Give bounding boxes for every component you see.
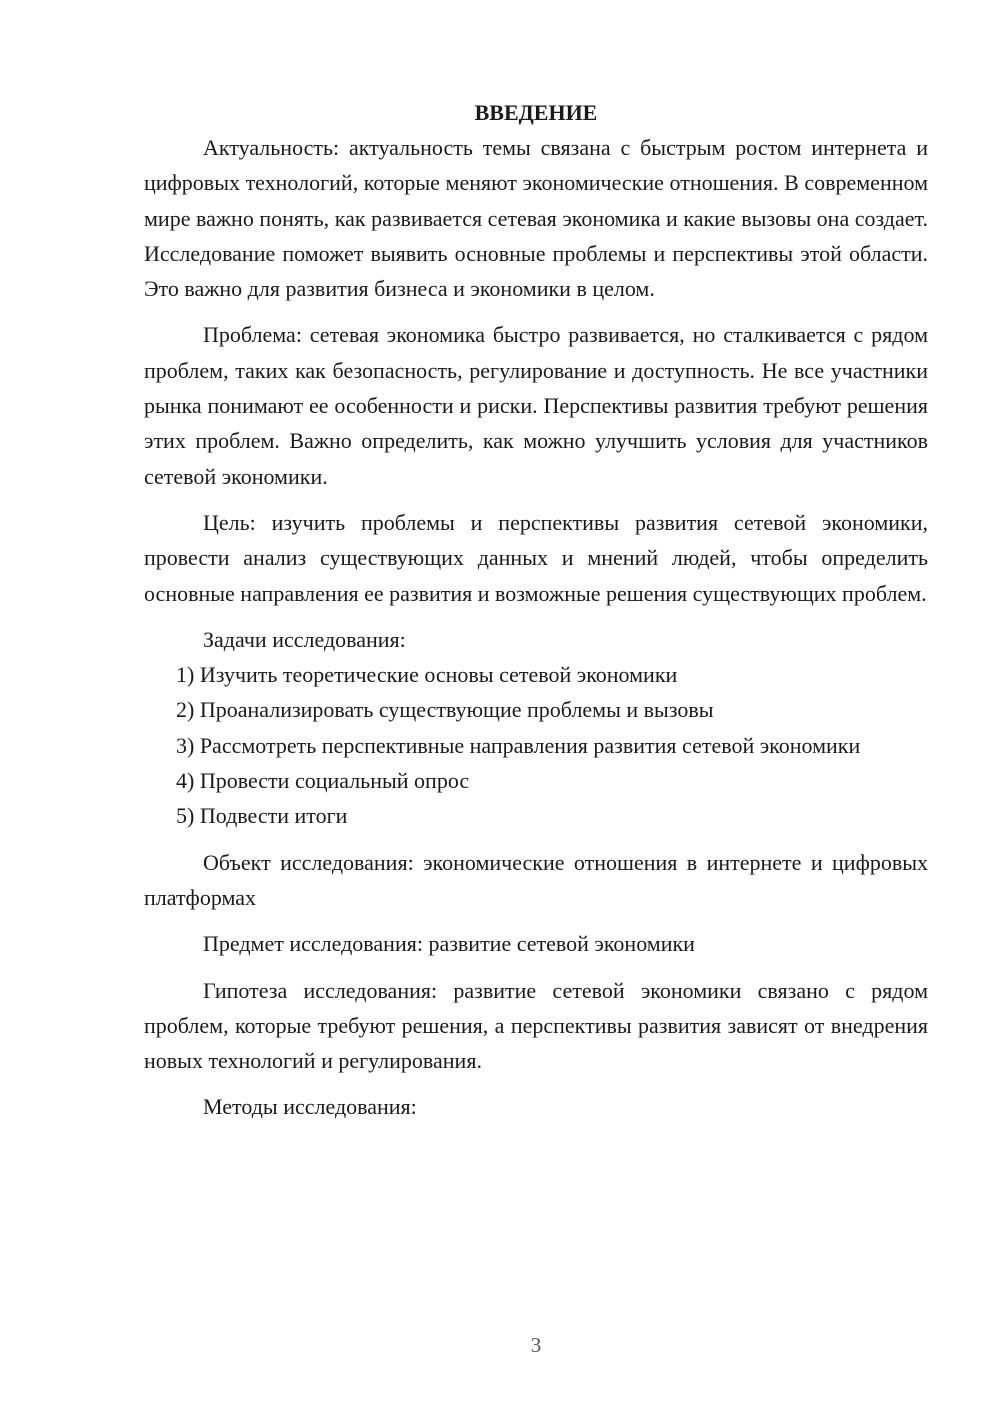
task-item: 4) Провести социальный опрос — [176, 768, 470, 794]
research-object-paragraph: Объект исследования: экономические отношения в интернете и цифровых платформах — [144, 849, 928, 910]
page-body — [144, 95, 928, 1125]
research-subject-paragraph: Предмет исследования: развитие сетевой экономики — [203, 931, 695, 957]
task-item: 2) Проанализировать существующие проблемы и вызовы — [176, 697, 714, 723]
goal-paragraph: Цель: изучить проблемы и перспективы развития сетевой экономики, провести анализ существующих данных и мнений людей, чтобы определить основные направления ее развития и возможные решения существующих проблем. — [144, 509, 928, 606]
page-title: ВВЕДЕНИЕ — [474, 100, 598, 125]
problem-paragraph: Проблема: сетевая экономика быстро развивается, но сталкивается с рядом проблем, таких как безопасность, регулирование и доступность. Не все участники рынка понимают ее особенности и риски. Перспективы развития требуют решения этих проблем. Важно определить, как можно улучшить условия для участников сетевой экономики. — [144, 322, 928, 489]
page-number: 3 — [530, 1333, 542, 1357]
task-item: 1) Изучить теоретические основы сетевой экономики — [176, 662, 678, 688]
task-item: 5) Подвести итоги — [176, 803, 348, 829]
hypothesis-paragraph: Гипотеза исследования: развитие сетевой экономики связано с рядом проблем, которые требуют решения, а перспективы развития зависят от внедрения новых технологий и регулирования. — [144, 977, 928, 1074]
tasks-heading: Задачи исследования: — [203, 626, 406, 652]
task-item: 3) Рассмотреть перспективные направления развития сетевой экономики — [176, 732, 861, 758]
relevance-paragraph: Актуальность: актуальность темы связана с быстрым ростом интернета и цифровых технологий, которые меняют экономические отношения. В современном мире важно понять, как развивается сетевая экономика и какие вызовы она создает. Исследование поможет выявить основные проблемы и перспективы этой области. Это важно для развития бизнеса и экономики в целом. — [144, 135, 928, 302]
methods-heading: Методы исследования: — [203, 1094, 417, 1120]
